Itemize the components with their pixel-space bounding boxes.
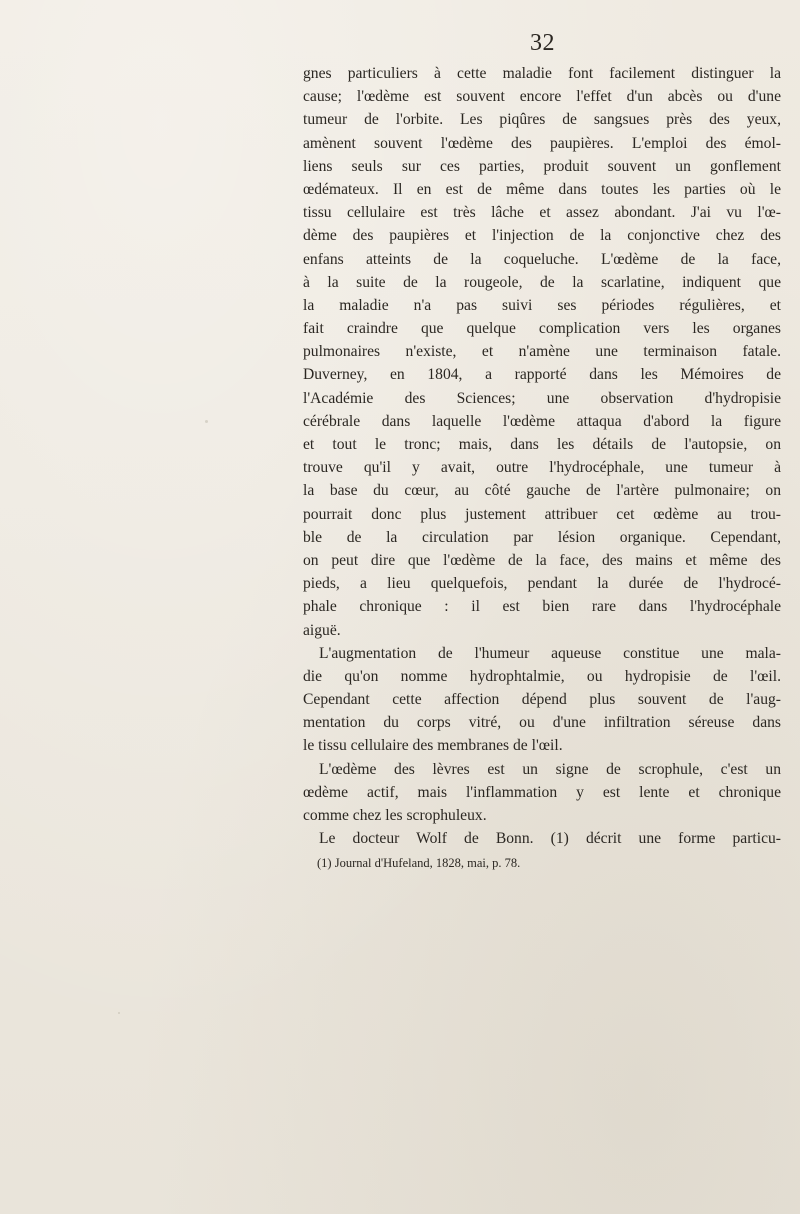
text-line: comme chez les scrophuleux.	[303, 807, 487, 824]
text-line: fait craindre que quelque complication vers les organes	[303, 320, 781, 338]
text-line: et tout le tronc; mais, dans les détails de l'autopsie, on	[303, 436, 781, 453]
text-line: enfans atteints de la coqueluche. L'œdème de la face,	[303, 250, 781, 268]
body-text	[303, 62, 781, 850]
text-line: dème des paupières et l'injection de la conjonctive chez des	[303, 227, 781, 245]
text-line: trouve qu'il y avait, outre l'hydrocéphale, une tumeur à	[303, 459, 781, 477]
text-line: Cependant cette affection dépend plus souvent de l'aug-	[303, 691, 781, 709]
text-line: la base du cœur, au côté gauche de l'artère pulmonaire; on	[303, 482, 781, 500]
text-line: pieds, a lieu quelquefois, pendant la durée de l'hydrocé-	[303, 575, 781, 593]
text-line: gnes particuliers à cette maladie font facilement distinguer la	[303, 65, 781, 82]
text-line: le tissu cellulaire des membranes de l'œil.	[303, 737, 563, 755]
text-line: pulmonaires n'existe, et n'amène une terminaison fatale.	[303, 343, 781, 361]
text-line: L'œdème des lèvres est un signe de scrophule, c'est un	[319, 760, 781, 778]
text-line: liens seuls sur ces parties, produit souvent un gonflement	[303, 157, 781, 175]
text-line: phale chronique : il est bien rare dans l'hydrocéphale	[303, 598, 781, 616]
text-line: Duverney, en 1804, a rapporté dans les Mémoires de	[303, 366, 781, 384]
footnote: (1) Journal d'Hufeland, 1828, mai, p. 78.	[317, 856, 521, 870]
text-line: œdémateux. Il en est de même dans toutes les parties où le	[303, 180, 781, 198]
text-line: tumeur de l'orbite. Les piqûres de sangsues près des yeux,	[303, 111, 781, 129]
text-line: Le docteur Wolf de Bonn. (1) décrit une forme particu-	[319, 830, 781, 848]
text-line: L'augmentation de l'humeur aqueuse constitue une mala-	[319, 644, 781, 662]
text-line: la maladie n'a pas suivi ses périodes régulières, et	[303, 296, 781, 314]
text-line: cérébrale dans laquelle l'œdème attaqua d'abord la figure	[303, 412, 781, 430]
text-line: œdème actif, mais l'inflammation y est lente et chronique	[303, 783, 781, 801]
page-number: 32	[530, 30, 555, 56]
paper-spot	[118, 1012, 120, 1014]
text-line: on peut dire que l'œdème de la face, des mains et même des	[303, 551, 781, 569]
text-line: die qu'on nomme hydrophtalmie, ou hydropisie de l'œil.	[303, 667, 781, 685]
text-line: cause; l'œdème est souvent encore l'effet d'un abcès ou d'une	[303, 88, 781, 106]
text-line: pourrait donc plus justement attribuer cet œdème au trou-	[303, 505, 781, 523]
text-line: ble de la circulation par lésion organique. Cependant,	[303, 528, 781, 546]
text-line: amènent souvent l'œdème des paupières. L'emploi des émol-	[303, 134, 781, 152]
paper-spot	[205, 420, 208, 423]
text-line: aiguë.	[303, 621, 341, 639]
text-line: l'Académie des Sciences; une observation d'hydropisie	[303, 389, 781, 407]
text-line: tissu cellulaire est très lâche et assez abondant. J'ai vu l'œ-	[303, 204, 781, 222]
text-line: mentation du corps vitré, ou d'une infiltration séreuse dans	[303, 714, 781, 732]
text-line: à la suite de la rougeole, de la scarlatine, indiquent que	[303, 273, 781, 291]
